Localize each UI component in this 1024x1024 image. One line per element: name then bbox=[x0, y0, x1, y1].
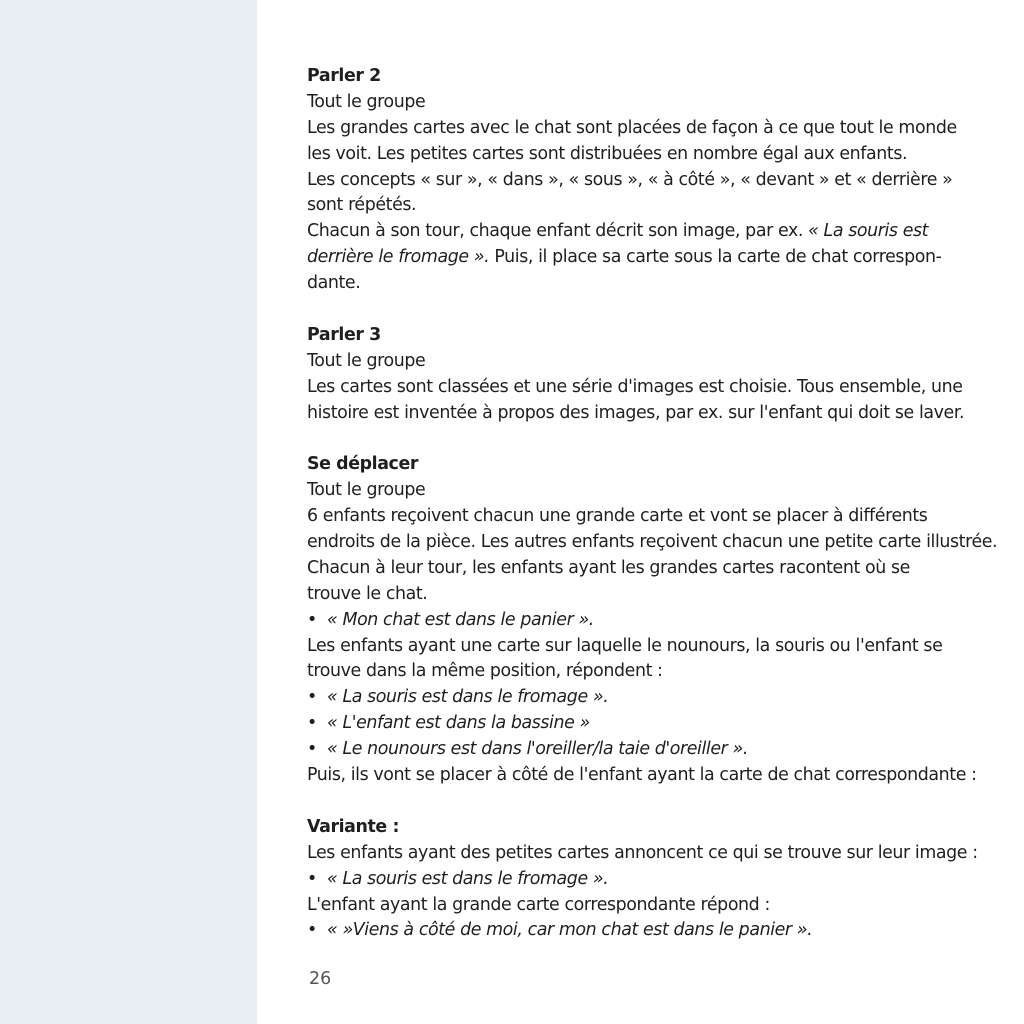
bullet-text: • « »Viens à côté de moi, car mon chat est dans le panier ». bbox=[307, 920, 812, 940]
text-line bbox=[307, 271, 987, 297]
italic-text: « La souris est bbox=[808, 221, 929, 242]
line-text: Puis, ils vont se placer à côté de l'enfant ayant la carte de chat correspondante : bbox=[307, 765, 977, 786]
bullet-text: • « Mon chat est dans le panier ». bbox=[307, 610, 594, 630]
line-text: Chacun à leur tour, les enfants ayant les grandes cartes racontent où se bbox=[307, 557, 910, 578]
line-text: sont répétés. bbox=[307, 195, 417, 216]
line-text: histoire est inventée à propos des images, par ex. sur l'enfant qui doit se laver. bbox=[307, 402, 965, 423]
line-text: Chacun à son tour, chaque enfant décrit son image, par ex. bbox=[307, 221, 809, 242]
section-heading: Parler 2 bbox=[307, 66, 381, 86]
section-spacer bbox=[307, 297, 987, 323]
text-line bbox=[307, 841, 987, 867]
line-text: Puis, il place sa carte sous la carte de chat correspon- bbox=[489, 247, 942, 268]
line-text: Les concepts « sur », « dans », « sous », « à côté », « devant » et « derrière » bbox=[307, 169, 953, 190]
line-text: Les grandes cartes avec le chat sont placées de façon à ce que tout le monde bbox=[307, 117, 957, 138]
bullet-item bbox=[307, 737, 987, 763]
bullet-text: • « Le nounours est dans l'oreiller/la taie d'oreiller ». bbox=[307, 739, 748, 759]
bullet-text: • « La souris est dans le fromage ». bbox=[307, 687, 608, 707]
line-text: L'enfant ayant la grande carte correspondante répond : bbox=[307, 894, 770, 915]
line-text: trouve dans la même position, répondent : bbox=[307, 661, 663, 682]
line-text: les voit. Les petites cartes sont distribuées en nombre égal aux enfants. bbox=[307, 143, 908, 164]
text-line bbox=[307, 90, 987, 116]
line-text: endroits de la pièce. Les autres enfants reçoivent chacun une petite carte illustrée. bbox=[307, 532, 998, 553]
line-text: trouve le chat. bbox=[307, 583, 428, 604]
bullet-item bbox=[307, 608, 987, 634]
text-line bbox=[307, 582, 987, 608]
line-text: Tout le groupe bbox=[307, 91, 426, 112]
section-heading: Parler 3 bbox=[307, 324, 381, 345]
text-line bbox=[307, 193, 987, 219]
line-text: dante. bbox=[307, 273, 361, 294]
text-line bbox=[307, 375, 987, 401]
text-line bbox=[307, 504, 987, 530]
line-text: Les enfants ayant des petites cartes annoncent ce qui se trouve sur leur image : bbox=[307, 842, 978, 863]
text-line bbox=[307, 142, 987, 168]
section-heading: Variante : bbox=[307, 816, 400, 837]
text-line bbox=[307, 530, 998, 556]
bullet-item bbox=[307, 711, 987, 737]
text-line bbox=[307, 168, 987, 194]
line-text: Les cartes sont classées et une série d'images est choisie. Tous ensemble, une bbox=[307, 376, 963, 397]
left-margin-band bbox=[0, 0, 257, 1024]
text-line bbox=[307, 893, 987, 919]
text-line bbox=[307, 349, 987, 375]
line-text: Tout le groupe bbox=[307, 350, 426, 371]
text-line bbox=[307, 116, 987, 142]
italic-text: derrière le fromage ». bbox=[307, 247, 490, 268]
text-line bbox=[307, 634, 987, 660]
line-text: Les enfants ayant une carte sur laquelle le nounours, la souris ou l'enfant se bbox=[307, 635, 943, 656]
bullet-text: • « L'enfant est dans la bassine » bbox=[307, 713, 590, 733]
section-spacer bbox=[307, 789, 987, 815]
line-text: Tout le groupe bbox=[307, 480, 426, 501]
bullet-text: • « La souris est dans le fromage ». bbox=[307, 869, 608, 889]
text-line bbox=[307, 556, 987, 582]
text-line bbox=[307, 478, 987, 504]
text-line bbox=[307, 763, 987, 789]
bullet-item bbox=[307, 685, 987, 711]
text-line bbox=[307, 401, 987, 427]
text-line bbox=[307, 245, 987, 271]
section-heading: Se déplacer bbox=[307, 454, 419, 475]
text-line bbox=[307, 659, 987, 685]
page-number: 26 bbox=[309, 969, 332, 989]
bullet-item bbox=[307, 918, 987, 944]
document-body bbox=[307, 64, 998, 944]
line-text: 6 enfants reçoivent chacun une grande carte et vont se placer à différents bbox=[307, 506, 928, 527]
text-line bbox=[307, 219, 987, 245]
section-spacer bbox=[307, 426, 987, 452]
bullet-item bbox=[307, 867, 987, 893]
